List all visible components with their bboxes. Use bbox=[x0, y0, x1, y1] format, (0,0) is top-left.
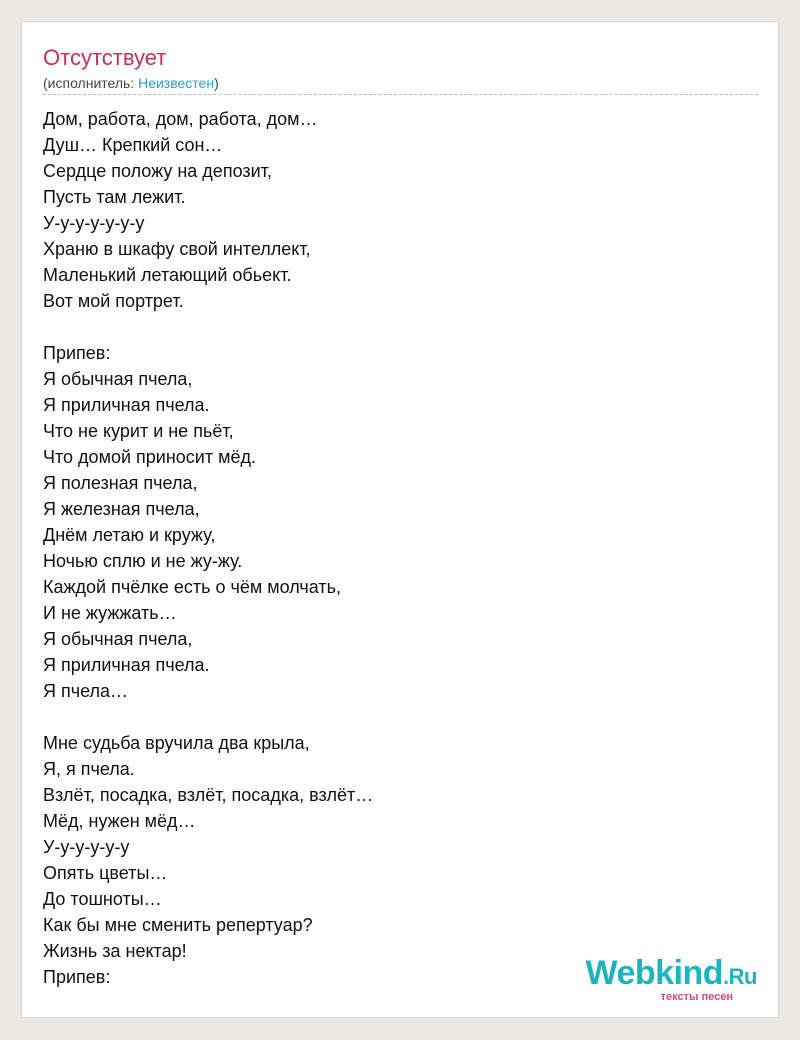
lyric-line: Ночью сплю и не жу-жу. bbox=[43, 551, 243, 571]
lyric-line: Взлёт, посадка, взлёт, посадка, взлёт… bbox=[43, 785, 374, 805]
logo-tagline: тексты песен bbox=[660, 991, 733, 1003]
lyrics-card bbox=[21, 21, 779, 1018]
lyric-line: До тошноты… bbox=[43, 889, 162, 909]
lyric-line: Жизнь за нектар! bbox=[43, 941, 187, 961]
lyric-line: Я пчела… bbox=[43, 681, 129, 701]
lyric-line: Мне судьба вручила два крыла, bbox=[43, 733, 310, 753]
logo-name: Webkind bbox=[585, 954, 724, 992]
lyric-line: Душ… Крепкий сон… bbox=[43, 135, 223, 155]
lyric-line: Маленький летающий обьект. bbox=[43, 265, 292, 285]
lyric-line: Припев: bbox=[43, 967, 111, 987]
song-title: Отсутствует bbox=[43, 45, 167, 70]
lyric-line: У-у-у-у-у-у bbox=[43, 837, 130, 857]
lyric-line: Я обычная пчела, bbox=[43, 629, 193, 649]
artist-line bbox=[43, 74, 219, 92]
lyric-line: Припев: bbox=[43, 343, 111, 363]
lyric-line: Как бы мне сменить репертуар? bbox=[43, 915, 313, 935]
artist-prefix: (исполнитель: bbox=[43, 75, 139, 91]
lyric-line: Я приличная пчела. bbox=[43, 395, 210, 415]
lyric-line: Опять цветы… bbox=[43, 863, 168, 883]
lyric-line: Сердце положу на депозит, bbox=[43, 161, 272, 181]
artist-link[interactable]: Неизвестен bbox=[138, 75, 215, 91]
lyric-line: У-у-у-у-у-у-у bbox=[43, 213, 145, 233]
lyric-line: И не жужжать… bbox=[43, 603, 177, 623]
lyric-line: Храню в шкафу свой интеллект, bbox=[43, 239, 311, 259]
dashed-divider bbox=[43, 94, 758, 95]
lyric-line: Вот мой портрет. bbox=[43, 291, 184, 311]
lyric-line: Мёд, нужен мёд… bbox=[43, 811, 196, 831]
lyric-line: Я полезная пчела, bbox=[43, 473, 198, 493]
lyric-line: Каждой пчёлке есть о чём молчать, bbox=[43, 577, 341, 597]
logo-tld: .Ru bbox=[723, 964, 757, 989]
artist-suffix: ) bbox=[214, 75, 219, 91]
lyric-line: Я, я пчела. bbox=[43, 759, 135, 779]
lyric-line: Я железная пчела, bbox=[43, 499, 200, 519]
lyric-line bbox=[43, 704, 373, 730]
lyric-line: Я обычная пчела, bbox=[43, 369, 193, 389]
lyrics-text bbox=[43, 106, 373, 990]
lyric-line: Что не курит и не пьёт, bbox=[43, 421, 234, 441]
lyric-line: Пусть там лежит. bbox=[43, 187, 186, 207]
lyric-line: Днём летаю и кружу, bbox=[43, 525, 216, 545]
lyric-line bbox=[43, 314, 373, 340]
lyric-line: Я приличная пчела. bbox=[43, 655, 210, 675]
lyric-line: Дом, работа, дом, работа, дом… bbox=[43, 109, 318, 129]
lyric-line: Что домой приносит мёд. bbox=[43, 447, 256, 467]
webkind-logo[interactable] bbox=[586, 955, 758, 1003]
